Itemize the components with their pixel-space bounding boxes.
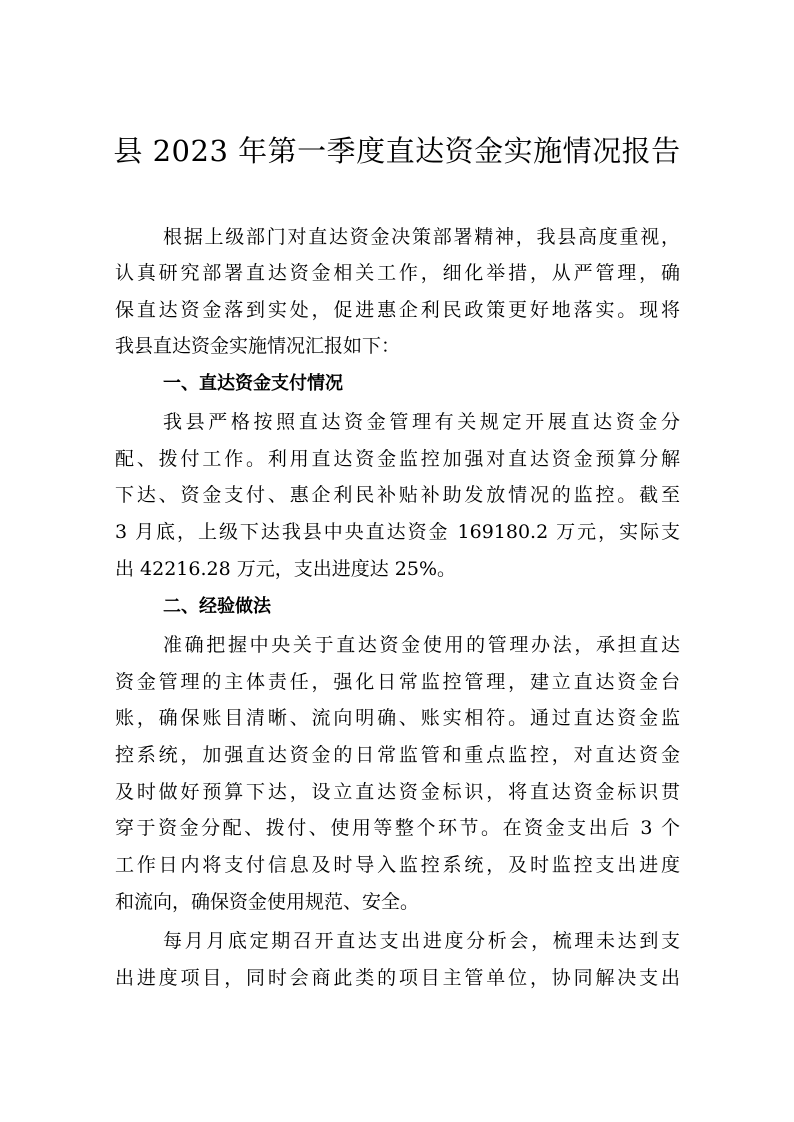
intro-line-4: 我县直达资金实施情况汇报如下：: [115, 335, 401, 357]
section-2-p2-line-2: 出进度项目，同时会商此类的项目主管单位，协同解决支出: [115, 967, 680, 989]
intro-line-2: 认真研究部署直达资金相关工作，细化举措，从严管理，确: [115, 262, 680, 284]
section-2-p1-line-8: 和流向，确保资金使用规范、安全。: [115, 891, 420, 913]
intro-line-3: 保直达资金落到实处，促进惠企利民政策更好地落实。现将: [115, 299, 680, 321]
intro-line-1: 根据上级部门对直达资金决策部署精神，我县高度重视，: [163, 226, 680, 248]
section-1-line-3: 下达、资金支付、惠企利民补贴补助发放情况的监控。截至: [115, 484, 680, 506]
section-2-p2-line-1: 每月月底定期召开直达支出进度分析会，梳理未达到支: [163, 930, 680, 952]
section-1-line-2: 配、拨付工作。利用直达资金监控加强对直达资金预算分解: [115, 448, 680, 470]
section-2-p1-line-3: 账，确保账目清晰、流向明确、账实相符。通过直达资金监: [115, 707, 680, 729]
section-2-p1-line-1: 准确把握中央关于直达资金使用的管理办法，承担直达: [163, 634, 680, 656]
section-2-p1-line-5: 及时做好预算下达，设立直达资金标识，将直达资金标识贯: [115, 781, 680, 803]
section-1-line-4: 3 月底，上级下达我县中央直达资金 169180.2 万元，实际支: [115, 521, 680, 543]
document-title: 县 2023 年第一季度直达资金实施情况报告: [113, 134, 681, 168]
section-2-p1-line-4: 控系统，加强直达资金的日常监管和重点监控，对直达资金: [115, 744, 680, 766]
section-2-heading: 二、经验做法: [163, 596, 271, 617]
section-1-line-1: 我县严格按照直达资金管理有关规定开展直达资金分: [163, 411, 680, 433]
section-1-line-5: 出 42216.28 万元，支出进度达 25%。: [115, 558, 457, 580]
section-2-p1-line-7: 工作日内将支付信息及时导入监控系统，及时监控支出进度: [115, 854, 680, 876]
section-1-heading: 一、直达资金支付情况: [163, 373, 343, 394]
section-2-p1-line-2: 资金管理的主体责任，强化日常监控管理，建立直达资金台: [115, 671, 680, 693]
section-2-p1-line-6: 穿于资金分配、拨付、使用等整个环节。在资金支出后 3 个: [115, 817, 680, 839]
